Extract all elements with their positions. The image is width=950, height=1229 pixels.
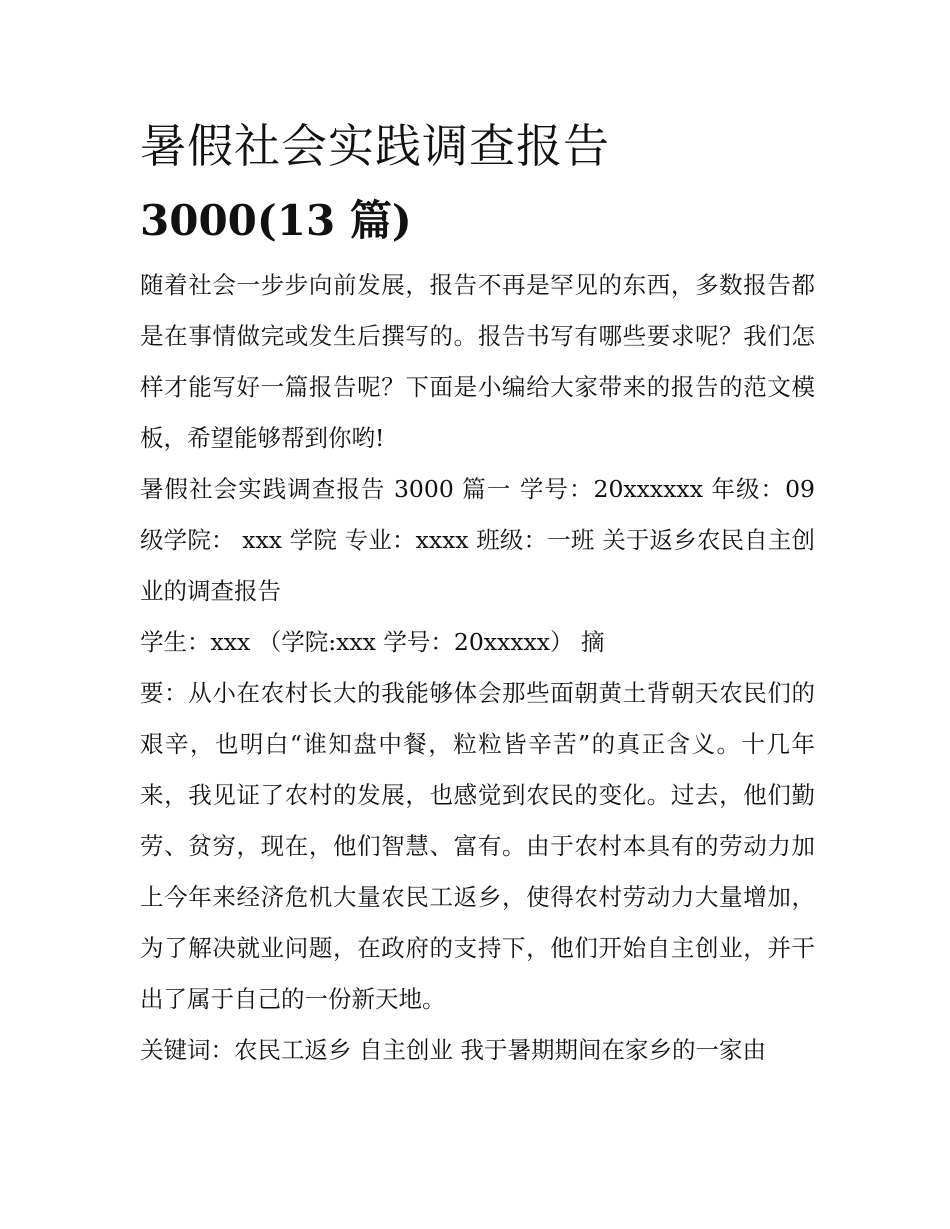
abstract-paragraph: 要：从小在农村长大的我能够体会那些面朝黄土背朝天农民们的艰辛，也明白“谁知盘中餐，粒粒皆辛苦”的真正含义。十几年来，我见证了农村的发展，也感觉到农民的变化。过去，他们勤劳、贫穷，现在，他们智慧、富有。由于农村本具有的劳动力加上今年来经济危机大量农民工返乡，使得农村劳动力大量增加，为了解决就业问题，在政府的支持下，他们开始自主创业，并干出了属于自己的一份新天地。 [140,679,815,1013]
keywords-paragraph: 关键词：农民工返乡 自主创业 我于暑期期间在家乡的一家由 [140,1036,766,1064]
document-page [140,112,815,1076]
student-name-paragraph: 学生：xxx （学院:xxx 学号：20xxxxx） 摘 [140,628,605,656]
student-info-paragraph: 暑假社会实践调查报告 3000 篇一 学号：20xxxxxx 年级：09 级学院： xxx 学院 专业：xxxx 班级：一班 关于返乡农民自主创业的调查报告 [140,475,815,605]
document-title: 暑假社会实践调查报告 [140,119,610,173]
intro-paragraph: 随着社会一步步向前发展，报告不再是罕见的东西，多数报告都是在事情做完或发生后撰写的。报告书写有哪些要求呢？我们怎样才能写好一篇报告呢？下面是小编给大家带来的报告的范文模板，希望能够帮到你哟! [140,271,815,452]
document-subtitle: 3000(13 篇) [140,196,412,245]
